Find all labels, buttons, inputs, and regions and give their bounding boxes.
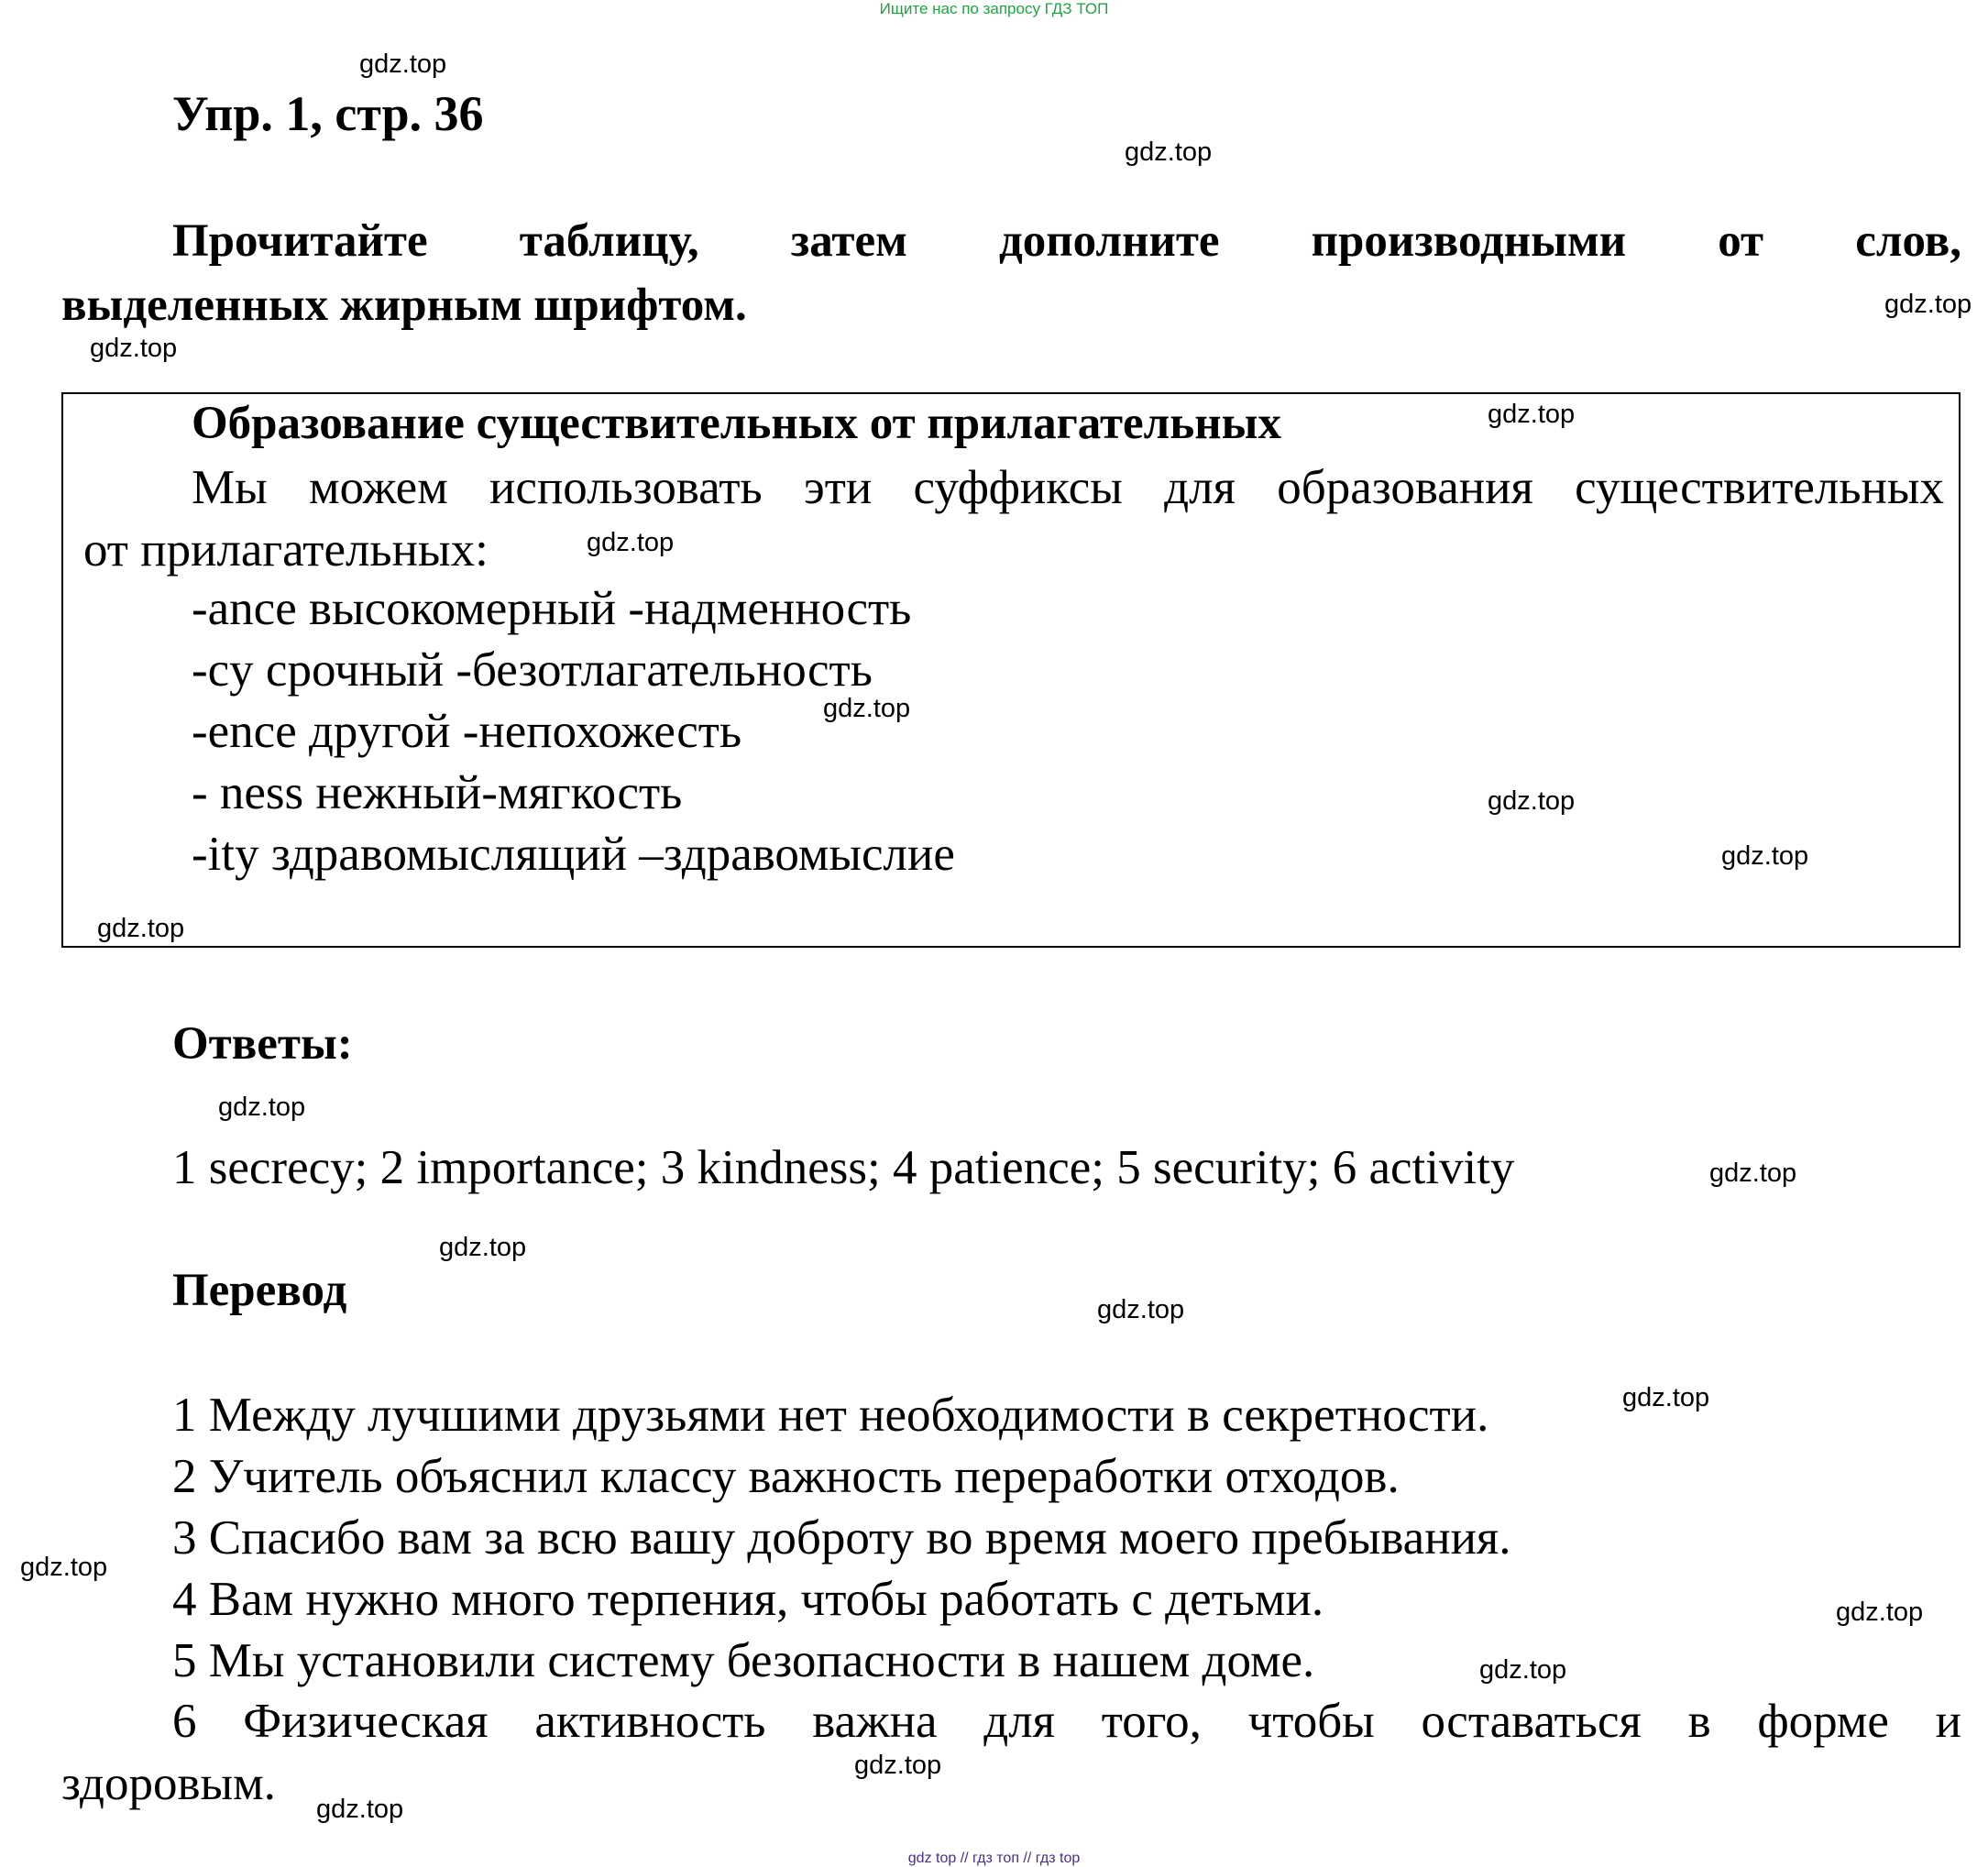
translation-line-6-part-1: 6 Физическая активность важна для того, чтобы оставаться в форме и: [172, 1695, 1961, 1748]
suffix-ance: -ance высокомерный -надменность: [192, 582, 912, 635]
translation-line-2: 2 Учитель объяснил классу важность переработки отходов.: [172, 1450, 1400, 1503]
watermark: gdz.top: [97, 914, 185, 943]
rule-table-intro: [83, 456, 1944, 581]
translation-line-5: 5 Мы установили систему безопасности в нашем доме.: [172, 1634, 1315, 1687]
watermark: gdz.top: [1721, 841, 1809, 871]
top-banner: Ищите нас по запросу ГДЗ ТОП: [879, 0, 1109, 17]
answers-text: 1 secrecy; 2 importance; 3 kindness; 4 patience; 5 security; 6 activity: [172, 1141, 1515, 1194]
watermark: gdz.top: [1125, 137, 1213, 167]
suffix-ity: -ity здравомыслящий –здравомыслие: [192, 828, 955, 881]
watermark: gdz.top: [90, 334, 178, 363]
suffix-cy: -cy срочный -безотлагательность: [192, 643, 873, 697]
answers-heading: Ответы:: [172, 1018, 353, 1070]
task-line-2: выделенных жирным шрифтом.: [61, 280, 747, 331]
suffix-ence: -ence другой -непохожесть: [192, 705, 742, 758]
watermark: gdz.top: [316, 1795, 404, 1824]
translation-line-4: 4 Вам нужно много терпения, чтобы работать с детьми.: [172, 1573, 1324, 1626]
watermark: gdz.top: [359, 49, 447, 79]
watermark: gdz.top: [1622, 1383, 1710, 1412]
translation-heading: Перевод: [172, 1265, 347, 1316]
translation-line-1: 1 Между лучшими друзьями нет необходимости в секретности.: [172, 1389, 1489, 1442]
watermark: gdz.top: [587, 528, 675, 557]
watermark: gdz.top: [1479, 1655, 1567, 1685]
watermark: gdz.top: [1097, 1295, 1185, 1324]
watermark: gdz.top: [1488, 786, 1576, 816]
watermark: gdz.top: [439, 1233, 527, 1262]
rule-intro-line-1: Мы можем использовать эти суффиксы для образования существительных: [192, 461, 1944, 514]
translation-line-6-part-2: здоровым.: [61, 1757, 276, 1810]
watermark: gdz.top: [218, 1093, 306, 1122]
watermark: gdz.top: [1836, 1598, 1924, 1627]
watermark: gdz.top: [854, 1751, 942, 1780]
rule-intro-line-2: от прилагательных:: [83, 523, 489, 577]
suffix-ness: - ness нежный-мягкость: [192, 766, 683, 819]
watermark: gdz.top: [1709, 1159, 1797, 1188]
task-line-1: Прочитайте таблицу, затем дополните производными от слов,: [172, 215, 1961, 267]
watermark: gdz.top: [1488, 400, 1576, 429]
watermark: gdz.top: [823, 694, 911, 723]
exercise-title: Упр. 1, стр. 36: [172, 86, 484, 141]
translation-line-3: 3 Спасибо вам за всю вашу доброту во время моего пребывания.: [172, 1511, 1511, 1565]
task-instruction: [61, 209, 1961, 337]
footer-links: gdz top // гдз топ // гдз top: [907, 1851, 1081, 1866]
rule-table-title: Образование существительных от прилагательных: [192, 398, 1281, 449]
watermark: gdz.top: [20, 1553, 108, 1582]
watermark: gdz.top: [1884, 290, 1972, 319]
